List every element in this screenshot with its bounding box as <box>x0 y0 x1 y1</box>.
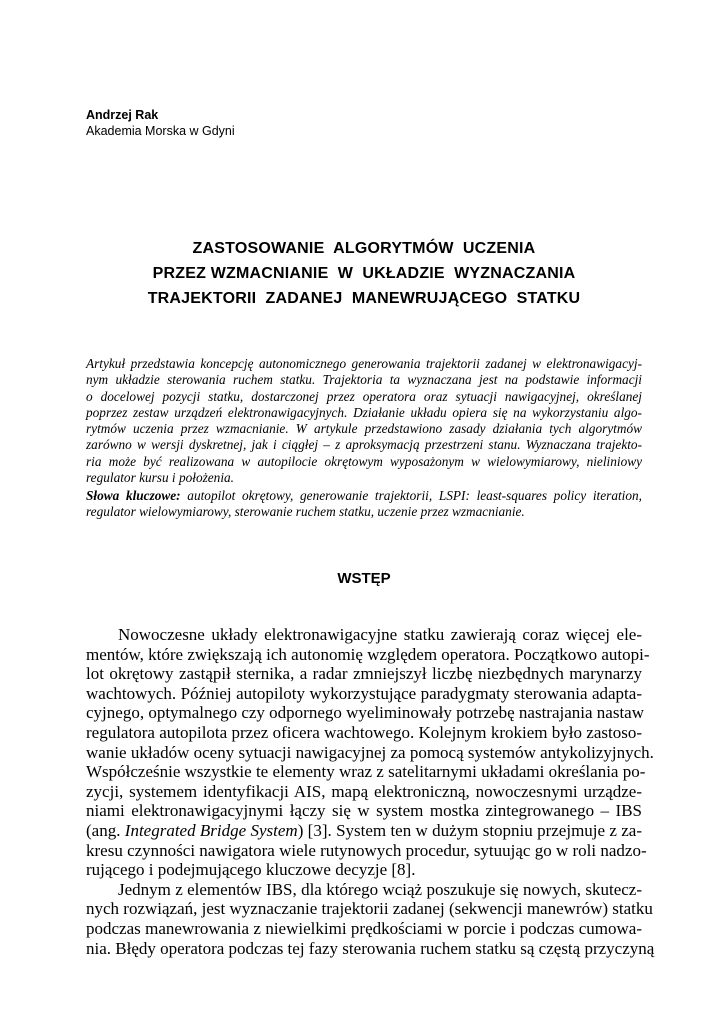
abstract-line: regulator kursu i położenia. <box>86 470 234 486</box>
abstract-line: o docelowej pozycji statku, dostarczonej przez operatora oraz sytuacji nawigacyjnej, określanej <box>86 388 642 404</box>
keywords-line: regulator wielowymiarowy, sterowanie ruchem statku, uczenie przez wzmacnianie. <box>86 504 525 520</box>
keywords-text: autopilot okrętowy, generowanie trajektorii, LSPI: least-squares policy iteration, <box>180 488 642 503</box>
ibs-after: ) [3]. System ten w dużym stopniu przejmuje z za- <box>297 820 642 840</box>
abstract-line: zarówno w wersji dyskretnej, jak i ciągłej – z aproksymacją przestrzeni stanu. Wyznaczana trajekto- <box>86 437 642 453</box>
title-line: ZASTOSOWANIE ALGORYTMÓW UCZENIA <box>192 240 536 257</box>
abstract-line: ria może być realizowana w autopilocie okrętowym wyposażonym w wielowymiarowy, nieliniowy <box>86 453 642 469</box>
author-name: Andrzej Rak <box>86 108 159 122</box>
abstract <box>86 356 642 486</box>
body-line: Współcześnie wszystkie te elementy wraz z satelitarnymi układami określania po- <box>86 762 646 782</box>
title-line: TRAJEKTORII ZADANEJ MANEWRUJĄCEGO STATKU <box>147 290 581 307</box>
author-affiliation: Akademia Morska w Gdyni <box>86 124 235 138</box>
abstract-line: Artykuł przedstawia koncepcję autonomicznego generowania trajektorii zadanej w elektronawigacyj- <box>86 356 642 371</box>
abstract-line: poprzez zestaw urządzeń elektronawigacyjnych. Działanie układu opiera się na wykorzystaniu algo- <box>86 404 642 420</box>
ibs-before: (ang. <box>86 820 125 840</box>
ibs-expansion: Integrated Bridge System <box>124 820 298 840</box>
keywords-label: Słowa kluczowe: <box>86 488 181 503</box>
body-line: Nowoczesne układy elektronawigacyjne statku zawierają coraz więcej ele- <box>118 625 642 644</box>
body-line: lot okrętowy zastąpił sternika, a radar zmniejszył liczbę niezbędnych marynarzy <box>86 664 642 684</box>
body-line: Jednym z elementów IBS, dla którego wciąż poszukuje się nowych, skutecz- <box>118 879 642 899</box>
keywords-line <box>86 488 642 504</box>
body-line: nia. Błędy operatora podczas tej fazy sterowania ruchem statku są częstą przyczyną <box>86 938 655 958</box>
author-block <box>86 107 235 139</box>
abstract-line: nym układzie sterowania ruchem statku. Trajektoria ta wyznaczana jest na podstawie informacji <box>86 372 642 388</box>
body-line: regulatora autopilota przez oficera wachtowego. Kolejnym krokiem było zastoso- <box>86 722 642 742</box>
body-line: kresu czynności nawigatora wiele rutynowych procedur, sytuując go w roli nadzo- <box>86 840 647 860</box>
body-line: mentów, które zwiększają ich autonomię względem operatora. Początkowo autopi- <box>86 644 650 664</box>
body-line: wachtowych. Później autopiloty wykorzystujące paradygmaty sterowania adapta- <box>86 683 642 703</box>
body-line: podczas manewrowania z niewielkimi prędkościami w porcie i podczas cumowa- <box>86 918 642 938</box>
keywords <box>86 488 642 521</box>
body-line: wanie układów oceny sytuacji nawigacyjnej za pomocą systemów antykolizyjnych. <box>86 742 654 762</box>
body-line: cyjnego, optymalnego czy odpornego wyeliminowały potrzebę nastrajania nastaw <box>86 703 644 723</box>
body-line: niami elektronawigacyjnymi łączy się w system mostka zintegrowanego – IBS <box>86 801 642 821</box>
section-heading: WSTĘP <box>337 570 391 587</box>
body-line: zycji, systemem identyfikacji AIS, mapą elektroniczną, nowoczesnymi urządze- <box>86 781 642 801</box>
abstract-line: rytmów uczenia przez wzmacnianie. W artykule przedstawiono zasady działania tych algorytmów <box>86 421 642 437</box>
body-text <box>86 625 655 958</box>
paper-title <box>86 236 642 311</box>
body-line: nych rozwiązań, jest wyznaczanie trajektorii zadanej (sekwencji manewrów) statku <box>86 899 653 919</box>
title-line: PRZEZ WZMACNIANIE W UKŁADZIE WYZNACZANIA <box>152 265 576 282</box>
body-line: rującego i podejmującego kluczowe decyzje [8]. <box>86 860 416 880</box>
body-line <box>86 821 642 841</box>
